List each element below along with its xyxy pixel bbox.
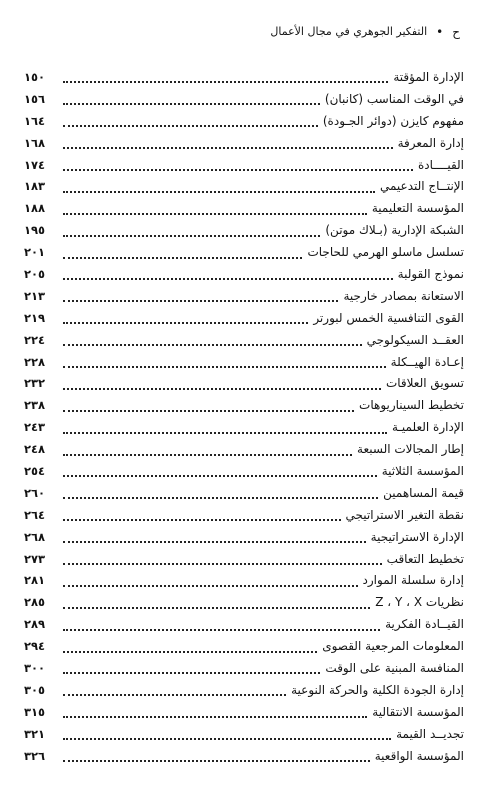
toc-entry-title: الإدارة العلميـة [391, 420, 464, 435]
dot-leader [63, 410, 354, 412]
toc-entry-page: ٢٦٨ [24, 529, 46, 544]
toc-entry [24, 220, 464, 242]
toc-entry [24, 111, 464, 133]
toc-entry-page: ١٧٤ [24, 157, 46, 172]
toc-entry-page: ١٩٥ [24, 223, 46, 238]
dot-leader [63, 432, 387, 434]
toc-entry [24, 352, 464, 374]
toc-entry [24, 133, 464, 155]
toc-entry-title: العقــد السيكولوجي [366, 332, 464, 347]
toc-entry [24, 724, 464, 746]
toc-entry-page: ٢٦٤ [24, 507, 46, 522]
toc-entry [24, 680, 464, 702]
toc-entry [24, 155, 464, 177]
toc-entry-title: الإدارة المؤقتة [393, 70, 464, 84]
toc-entry-page: ٢٤٨ [24, 442, 46, 457]
toc-entry-page: ٢٨١ [24, 573, 46, 588]
toc-entry-page: ٣٠٠ [24, 661, 46, 676]
toc-entry-page: ١٥٦ [24, 91, 46, 106]
toc-entry-title: المنافسة المبنية على الوقت [325, 661, 464, 676]
toc-entry [24, 461, 464, 483]
toc-entry-page: ١٨٨ [24, 201, 46, 216]
toc-entry [24, 527, 464, 549]
toc-entry-title: إدارة سلسلة الموارد [362, 573, 464, 588]
toc-entry [24, 746, 464, 768]
toc-entry-title: القيــــادة [417, 157, 464, 172]
dot-leader [63, 651, 317, 653]
toc-entry-title: القيــادة الفكرية [385, 617, 464, 632]
toc-entry-page: ٣١٥ [24, 704, 46, 719]
toc-entry [24, 658, 464, 680]
toc-entry-title: تخطيط التعاقب [386, 551, 464, 566]
toc-entry-page: ٢٧٣ [24, 551, 46, 566]
dot-leader [63, 169, 413, 171]
dot-leader [63, 322, 308, 324]
dot-leader [63, 300, 338, 302]
toc-entry [24, 373, 464, 395]
toc-entry-page: ٢٩٤ [24, 639, 46, 654]
dot-leader [63, 716, 367, 718]
toc-entry [24, 505, 464, 527]
dot-leader [63, 497, 378, 499]
dot-leader [63, 629, 380, 631]
toc-entry [24, 439, 464, 461]
toc-entry-page: ٢٨٩ [24, 617, 46, 632]
toc-entry-page: ٢٢٤ [24, 332, 46, 347]
dot-leader [63, 563, 382, 565]
toc-entry [24, 702, 464, 724]
toc-entry [24, 308, 464, 330]
toc-entry-title: تجديــد القيمة [396, 726, 464, 741]
dot-leader [63, 344, 362, 346]
dot-leader [63, 257, 302, 259]
toc-entry-title: المعلومات المرجعية القصوى [322, 639, 464, 654]
toc-entry-title: إطار المجالات السبعة [357, 442, 464, 457]
dot-leader [63, 388, 381, 390]
dot-leader [63, 213, 367, 215]
toc-entry [24, 483, 464, 505]
toc-entry-title: قيمة المساهمين [383, 485, 464, 500]
dot-leader [63, 760, 370, 762]
toc-entry-page: ٢٦٠ [24, 485, 46, 500]
running-title: التفكير الجوهري في مجال الأعمال [270, 25, 428, 38]
toc-entry-title: الإنتــاج التدعيمي [379, 179, 464, 194]
toc-entry-title: الإدارة الاستراتيجية [370, 529, 464, 544]
toc-entry [24, 176, 464, 198]
toc-entry [24, 614, 464, 636]
dot-leader [63, 475, 377, 477]
toc-entry [24, 636, 464, 658]
toc-entry-page: ٢٠٥ [24, 267, 46, 282]
toc-entry-title: تخطيط السيناريوهات [359, 398, 464, 413]
toc-entry-title: نظريات X‏ ، Y‏ ، Z [375, 595, 464, 610]
dot-leader [63, 366, 386, 368]
toc-entry [24, 330, 464, 352]
dot-leader [63, 585, 358, 587]
toc-entry-title: المؤسسة الثلاثية [381, 464, 464, 479]
toc-entry [24, 67, 464, 89]
toc-entry-title: نقطة التغير الاستراتيجي [345, 507, 464, 522]
toc-entry-title: المؤسسة التعليمية [371, 201, 464, 216]
toc-entry-page: ١٥٠ [24, 70, 46, 84]
dot-leader [63, 672, 320, 674]
table-of-contents [24, 67, 464, 768]
toc-entry-page: ٢٠١ [24, 245, 46, 260]
dot-leader [63, 147, 393, 149]
toc-entry-page: ٢٣٢ [24, 376, 46, 391]
dot-leader [63, 454, 352, 456]
dot-leader [63, 738, 391, 740]
toc-entry-title: نموذج القولبة [397, 267, 464, 282]
toc-entry-page: ٢١٩ [24, 310, 46, 325]
toc-entry-title: المؤسسة الواقعية [374, 748, 464, 763]
toc-entry-page: ٢٢٨ [24, 354, 46, 369]
toc-entry [24, 592, 464, 614]
toc-entry-page: ١٦٨ [24, 135, 46, 150]
dot-leader [63, 278, 393, 280]
toc-entry-title: المؤسسة الانتقالية [372, 704, 464, 719]
toc-entry-title: تسلسل ماسلو الهرمي للحاجات [307, 245, 464, 260]
toc-entry [24, 549, 464, 571]
dot-leader [63, 607, 370, 609]
toc-entry-title: إدارة الجودة الكلية والحركة النوعية [291, 682, 464, 697]
toc-entry-page: ٢٨٥ [24, 595, 46, 610]
bullet-separator: • [436, 25, 444, 39]
dot-leader [63, 191, 375, 193]
toc-entry-title: إعـادة الهيــكلة [390, 354, 464, 369]
toc-entry-page: ٢٤٣ [24, 420, 46, 435]
toc-entry-page: ١٨٣ [24, 179, 46, 194]
toc-entry [24, 286, 464, 308]
toc-entry-title: مفهوم كايزن (دوائر الجـودة) [322, 113, 464, 128]
toc-entry [24, 395, 464, 417]
toc-entry [24, 570, 464, 592]
toc-entry [24, 198, 464, 220]
page-folio: ح [452, 25, 460, 39]
dot-leader [63, 235, 320, 237]
toc-entry-page: ٣٢٦ [24, 748, 46, 763]
toc-entry-title: الاستعانة بمصادر خارجية [343, 288, 464, 303]
toc-entry [24, 417, 464, 439]
dot-leader [63, 541, 366, 543]
toc-entry-page: ٢٥٤ [24, 464, 46, 479]
toc-entry-title: في الوقت المناسب (كانبان) [324, 91, 464, 106]
dot-leader [63, 694, 286, 696]
toc-entry-page: ٣٠٥ [24, 682, 46, 697]
dot-leader [63, 81, 388, 83]
dot-leader [63, 519, 341, 521]
toc-entry-page: ٢١٣ [24, 288, 46, 303]
toc-entry-title: إدارة المعرفة [397, 135, 464, 150]
toc-entry-page: ٢٣٨ [24, 398, 46, 413]
dot-leader [63, 103, 320, 105]
toc-entry [24, 89, 464, 111]
toc-entry [24, 264, 464, 286]
running-head [270, 24, 460, 40]
toc-entry-title: تسويق العلاقات [385, 376, 464, 391]
toc-entry [24, 242, 464, 264]
toc-entry-page: ١٦٤ [24, 113, 46, 128]
dot-leader [63, 125, 318, 127]
toc-entry-title: القوى التنافسية الخمس لبورتر [313, 310, 464, 325]
toc-entry-page: ٣٢١ [24, 726, 46, 741]
toc-entry-title: الشبكة الإدارية (بـلاك موتن) [325, 223, 464, 238]
